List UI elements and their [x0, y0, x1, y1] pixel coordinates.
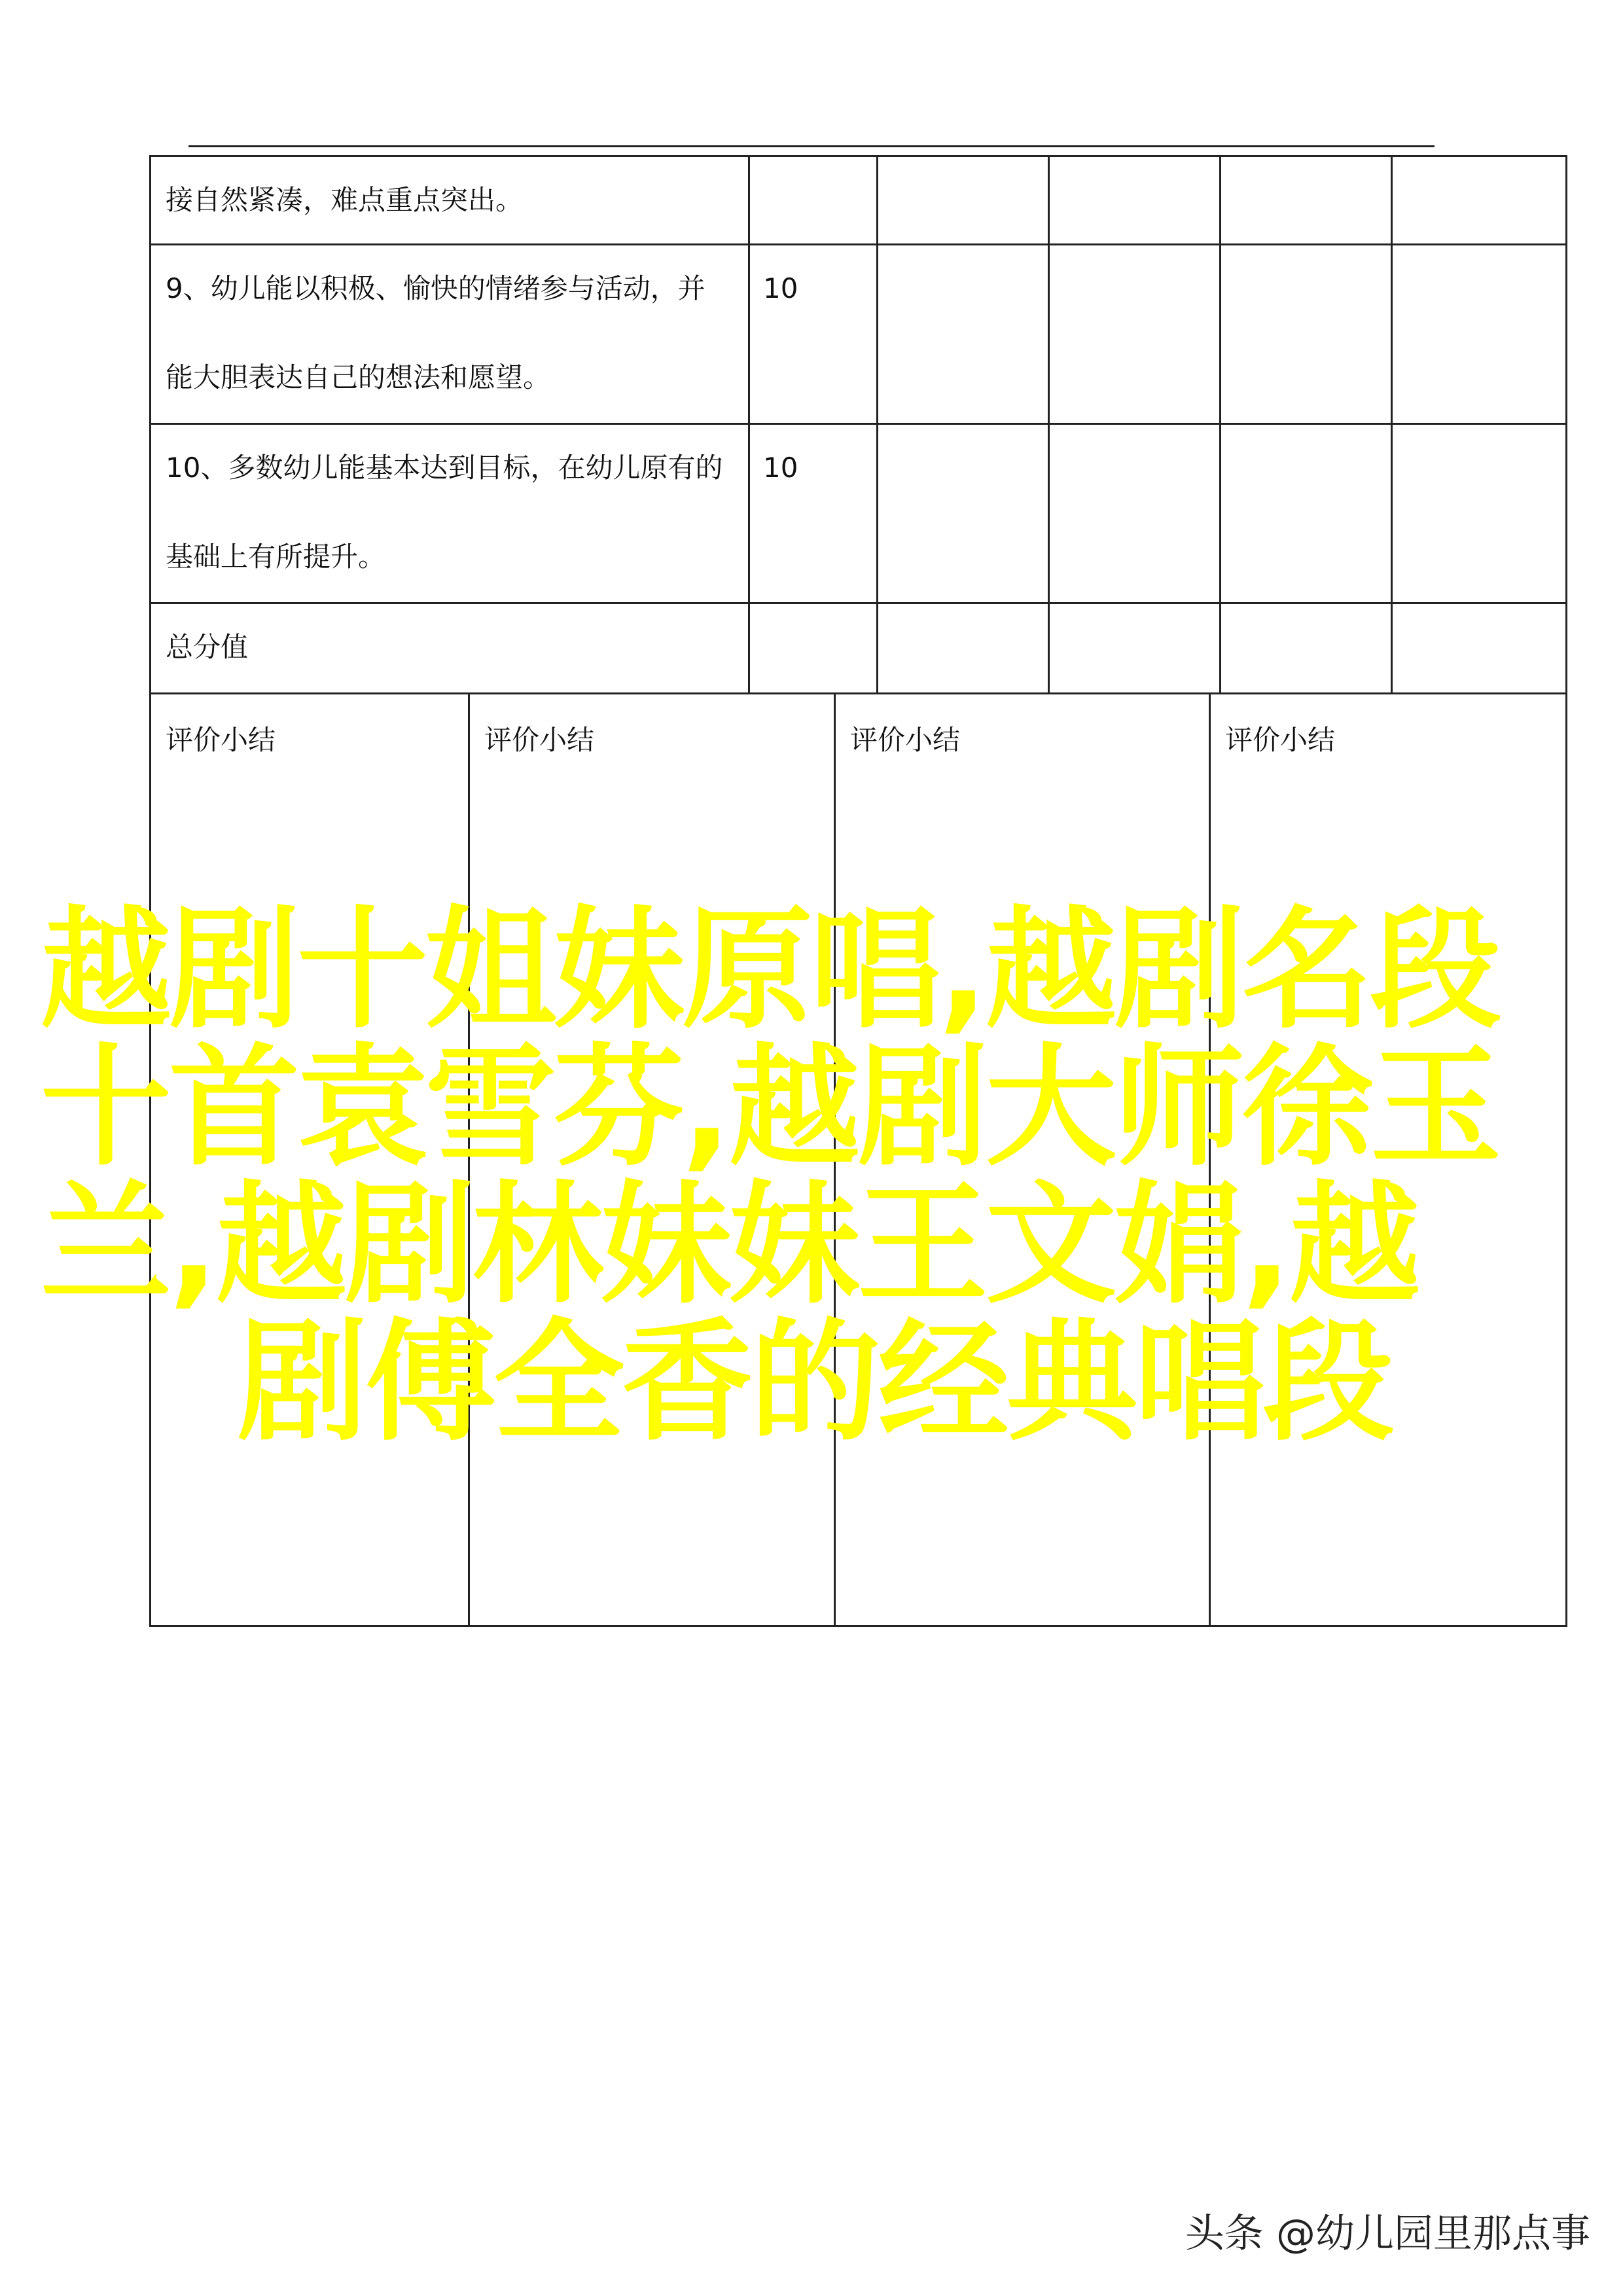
- blank-cell: [1392, 156, 1567, 245]
- blank-cell: [1392, 603, 1567, 694]
- table-row: [151, 245, 1567, 424]
- blank-cell: [1049, 156, 1221, 245]
- blank-cell: [878, 245, 1049, 424]
- blank-cell: [1221, 603, 1392, 694]
- score-value: [750, 604, 876, 632]
- overlay-headline-line: 越剧十姐妹原唱,越剧名段: [41, 894, 1499, 1047]
- criterion-text-line1: 10、多数幼儿能基本达到目标，在幼儿原有的: [166, 452, 723, 484]
- top-rule: [188, 145, 1435, 147]
- blank-cell: [1221, 424, 1392, 603]
- summary-label: 评价小结: [166, 724, 276, 756]
- criterion-text-line1: 9、幼儿能以积极、愉快的情绪参与活动，并: [166, 272, 705, 304]
- blank-cell: [1049, 424, 1221, 603]
- overlay-headline: [41, 894, 1507, 1459]
- blank-cell: [1221, 245, 1392, 424]
- blank-cell: [1392, 424, 1567, 603]
- criterion-cell: [151, 603, 749, 694]
- score-cell: [749, 156, 878, 245]
- evaluation-score-table: [149, 155, 1567, 694]
- source-watermark: 头条 @幼儿园里那点事: [1185, 2211, 1590, 2257]
- overlay-headline-line: 兰,越剧林妹妹王文娟,越: [41, 1169, 1418, 1321]
- blank-cell: [1049, 245, 1221, 424]
- score-value: [750, 157, 876, 185]
- blank-cell: [1392, 245, 1567, 424]
- table-row: [151, 156, 1567, 245]
- blank-cell: [878, 156, 1049, 245]
- criterion-cell: [151, 245, 749, 424]
- criterion-text-line2: 基础上有所提升。: [166, 541, 386, 573]
- score-cell: [749, 424, 878, 603]
- summary-label: 评价小结: [1225, 724, 1336, 756]
- table-row: [151, 424, 1567, 603]
- score-cell: [749, 245, 878, 424]
- total-score-label: 总分值: [166, 631, 249, 663]
- criterion-text-line2: 能大胆表达自己的想法和愿望。: [166, 361, 551, 393]
- criterion-text: 接自然紧凑，难点重点突出。: [166, 184, 524, 216]
- overlay-headline-line: 剧傅全香的经典唱段: [237, 1306, 1392, 1459]
- criterion-cell: [151, 156, 749, 245]
- overlay-headline-line: 十首袁雪芬,越剧大师徐玉: [41, 1031, 1499, 1184]
- summary-label: 评价小结: [484, 724, 595, 756]
- criterion-cell: [151, 424, 749, 603]
- score-value: 10: [763, 272, 798, 304]
- score-cell: [749, 603, 878, 694]
- summary-label: 评价小结: [850, 724, 961, 756]
- table-row: [151, 603, 1567, 694]
- blank-cell: [1049, 603, 1221, 694]
- score-value: 10: [763, 452, 798, 484]
- blank-cell: [878, 603, 1049, 694]
- blank-cell: [878, 424, 1049, 603]
- blank-cell: [1221, 156, 1392, 245]
